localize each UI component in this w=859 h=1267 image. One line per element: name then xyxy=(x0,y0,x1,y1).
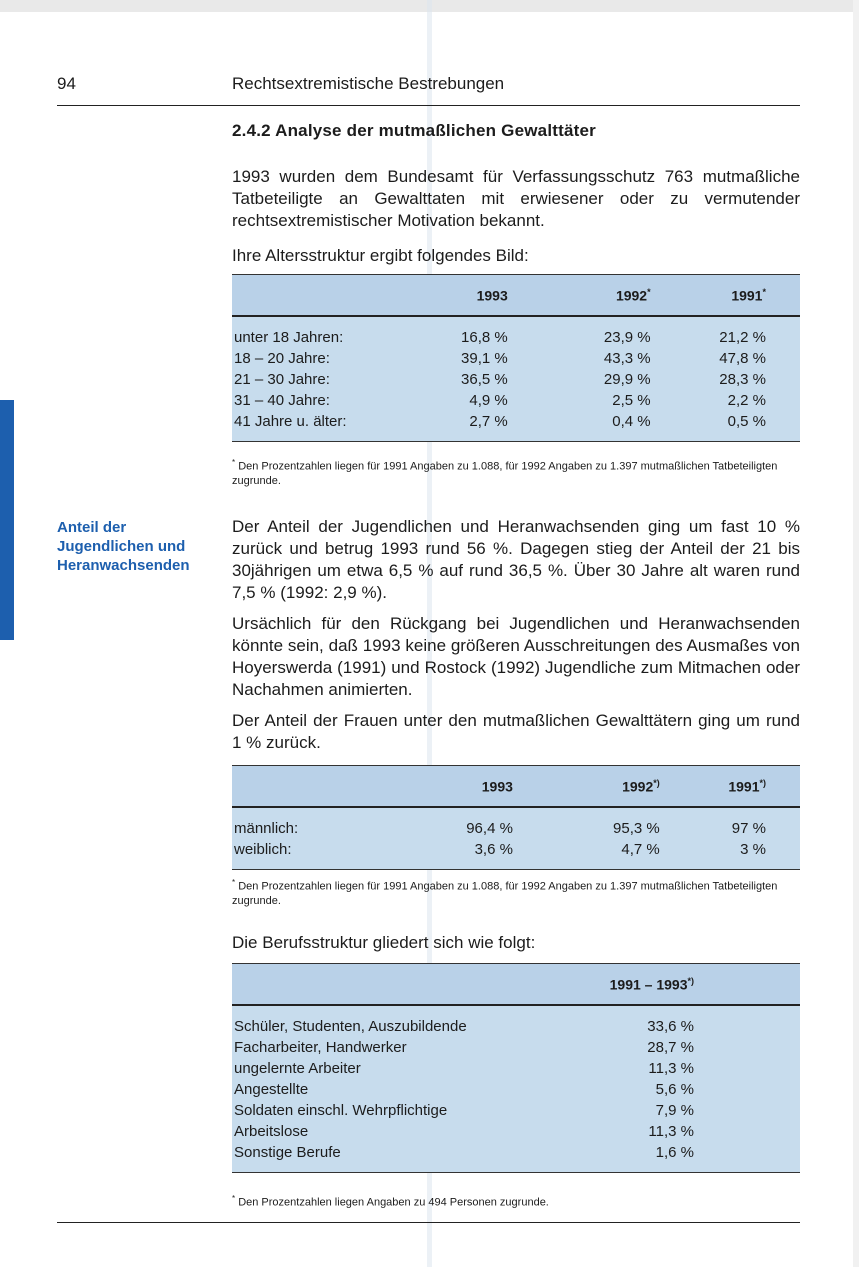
section-heading: 2.4.2 Analyse der mutmaßlichen Gewalttäter xyxy=(232,121,596,140)
table-row: 18 – 20 Jahre: 39,1 % 43,3 % 47,8 % xyxy=(232,348,800,369)
table-row: 41 Jahre u. älter: 2,7 % 0,4 % 0,5 % xyxy=(232,411,800,442)
page-number: 94 xyxy=(57,74,76,93)
margin-note: Anteil der Jugendlichen und Heranwachsenden xyxy=(57,519,190,574)
gender-table xyxy=(232,765,800,870)
age-col-1993: 1993 xyxy=(419,275,572,317)
header-rule xyxy=(57,105,800,106)
gender-col-1993: 1993 xyxy=(419,766,577,808)
table-row: Arbeitslose 11,3 % xyxy=(232,1121,800,1142)
women-paragraph: Der Anteil der Frauen unter den mutmaßlichen Gewalttätern ging um rund 1 % zurück. xyxy=(232,711,800,752)
age-col-1991: 1991* xyxy=(689,275,800,317)
table-row: 31 – 40 Jahre: 4,9 % 2,5 % 2,2 % xyxy=(232,390,800,411)
table-row: 21 – 30 Jahre: 36,5 % 29,9 % 28,3 % xyxy=(232,369,800,390)
table-row: Angestellte 5,6 % xyxy=(232,1079,800,1100)
job-table xyxy=(232,963,800,1173)
job-col-period: 1991 – 1993*) xyxy=(546,964,800,1006)
age-table-header xyxy=(232,275,800,317)
gender-col-1992: 1992*) xyxy=(577,766,698,808)
table-row: Facharbeiter, Handwerker 28,7 % xyxy=(232,1037,800,1058)
scan-edge-right xyxy=(853,0,859,1267)
table-row: Sonstige Berufe 1,6 % xyxy=(232,1142,800,1173)
table-row: Soldaten einschl. Wehrpflichtige 7,9 % xyxy=(232,1100,800,1121)
job-intro: Die Berufsstruktur gliedert sich wie folgt: xyxy=(232,933,536,952)
table-row: ungelernte Arbeiter 11,3 % xyxy=(232,1058,800,1079)
job-table-header xyxy=(232,964,800,1006)
running-title: Rechtsextremistische Bestrebungen xyxy=(232,74,505,93)
cause-paragraph: Ursächlich für den Rückgang bei Jugendlichen und Heranwachsenden könnte sein, daß 1993 keine größeren Ausschreitungen des Ausmaßes von Hoyerswerda (1991) und Rostock (1992) Jugendliche zum Mitmachen oder Nachahmen animierten. xyxy=(232,614,800,699)
table-row: unter 18 Jahren: 16,8 % 23,9 % 21,2 % xyxy=(232,316,800,348)
job-table-footnote: * Den Prozentzahlen liegen Angaben zu 494 Personen zugrunde. xyxy=(232,1194,549,1209)
age-table-footnote: * Den Prozentzahlen liegen für 1991 Angaben zu 1.088, für 1992 Angaben zu 1.397 mutmaßlichen Tatbeteiligten zugrunde. xyxy=(232,458,778,487)
age-table xyxy=(232,274,800,442)
table-row: weiblich: 3,6 % 4,7 % 3 % xyxy=(232,839,800,870)
chapter-tab-marker xyxy=(0,400,14,640)
gender-col-1991: 1991*) xyxy=(698,766,800,808)
intro-paragraph: 1993 wurden dem Bundesamt für Verfassungsschutz 763 mutmaßliche Tatbeteiligte an Gewalttaten mit erwiesener oder zu vermutender rechtsextremistischer Motivation bekannt. xyxy=(232,167,800,230)
gender-table-footnote: * Den Prozentzahlen liegen für 1991 Angaben zu 1.088, für 1992 Angaben zu 1.397 mutmaßlichen Tatbeteiligten zugrunde. xyxy=(232,878,778,907)
table-row: männlich: 96,4 % 95,3 % 97 % xyxy=(232,807,800,839)
footer-rule xyxy=(57,1222,800,1223)
age-intro: Ihre Altersstruktur ergibt folgendes Bild: xyxy=(232,246,529,265)
age-col-1992: 1992* xyxy=(572,275,689,317)
youth-paragraph: Der Anteil der Jugendlichen und Heranwachsenden ging um fast 10 % zurück und betrug 1993 rund 56 %. Dagegen stieg der Anteil der 21 bis 30jährigen um etwa 6,5 % auf rund 36,5 %. Über 30 Jahre alt waren rund 7,5 % (1992: 2,9 %). xyxy=(232,517,800,602)
gender-table-header xyxy=(232,766,800,808)
table-row: Schüler, Studenten, Auszubildende 33,6 % xyxy=(232,1005,800,1037)
